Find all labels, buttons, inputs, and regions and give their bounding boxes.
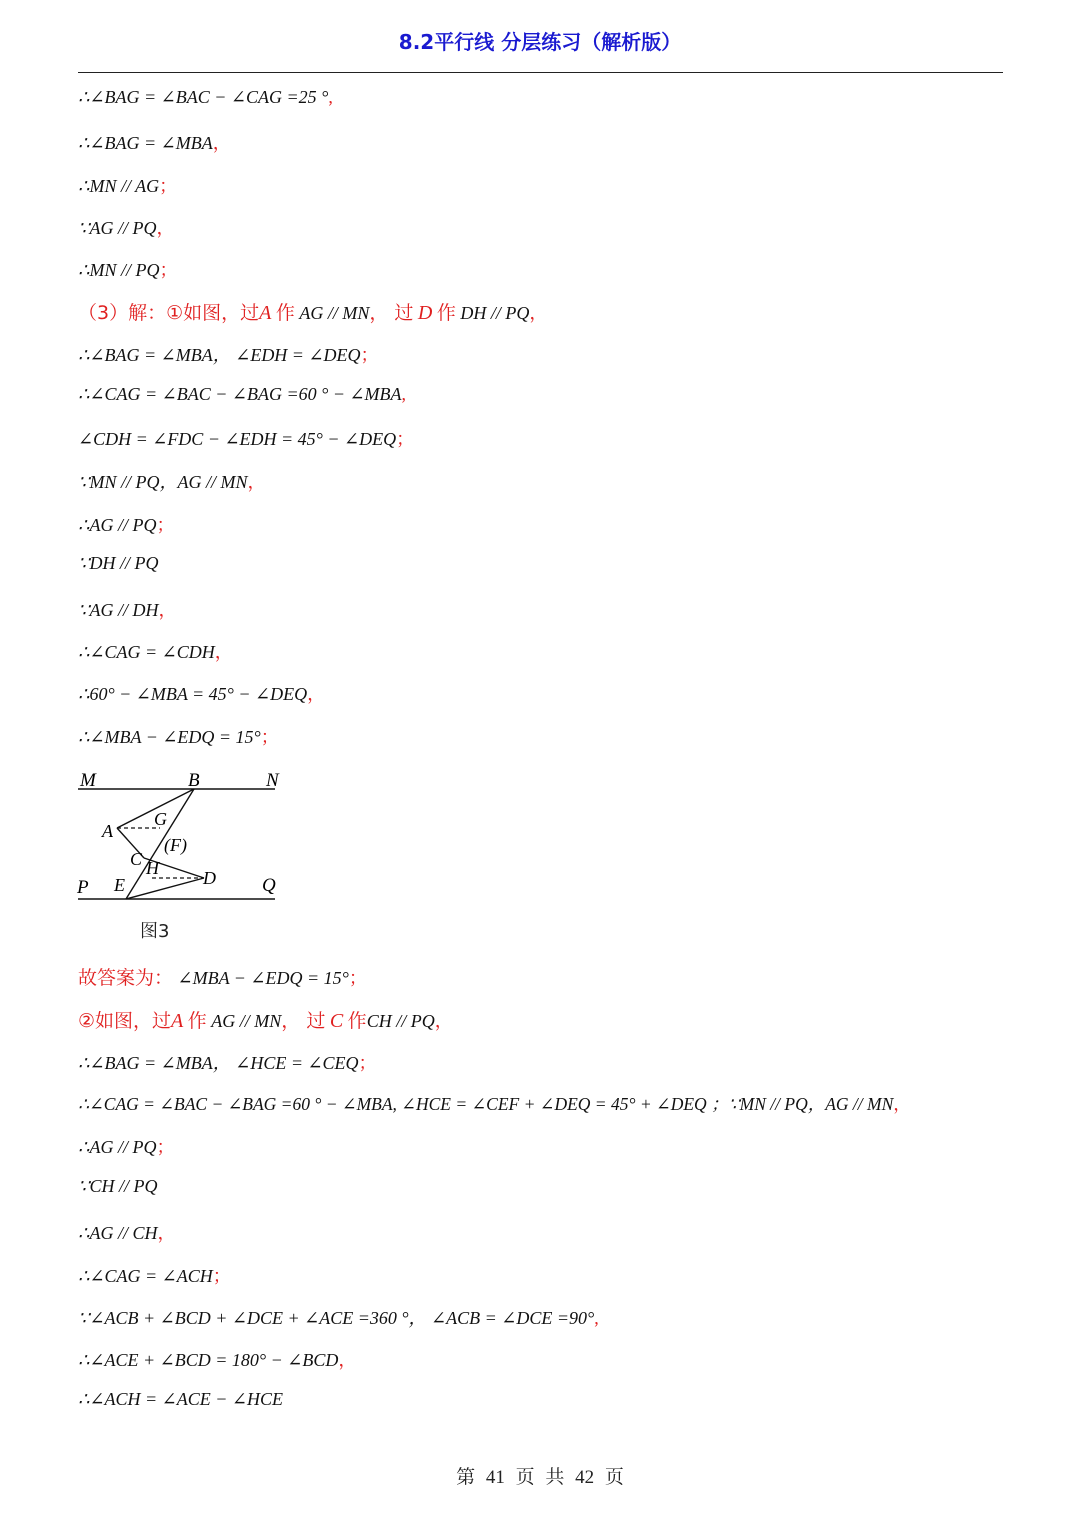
part3-point-d: D [417,302,433,324]
part2-expr2: CH // PQ [366,1011,435,1031]
proof-line [78,1219,175,1245]
proof-punct: , [594,1308,599,1328]
answer-expr: ∠MBA − ∠EDQ = 15° [177,968,349,988]
page-footer: 第 41 页 共 42 页 [456,1467,624,1488]
part3-mid1: 作 [275,302,295,324]
geometry-figure [70,760,300,950]
proof-math: ∴∠ACE + ∠BCD = 180° − ∠BCD [78,1350,339,1370]
part2-heading [78,1006,453,1033]
label-h: H [146,858,159,878]
proof-line [78,1049,377,1075]
proof-punct: ； [260,727,279,747]
label-f: (F) [164,835,187,855]
label-p: P [77,877,89,898]
proof-punct: ， [247,472,266,492]
proof-math: ∵MN // PQ，AG // MN [78,472,248,492]
part3-heading [78,298,547,325]
proof-line [78,1176,157,1197]
part3-mid2: ， 过 [369,302,414,324]
label-n: N [266,770,279,791]
proof-math: ∴∠CAG = ∠CDH [78,642,215,662]
proof-math: ∴∠MBA − ∠EDQ = 15° [78,727,261,747]
proof-math: ∴∠BAG = ∠MBA， ∠EDH = ∠DEQ [78,345,361,365]
proof-punct: ， [156,218,175,238]
proof-line [78,723,279,749]
answer-tail: ； [348,968,367,988]
figure-caption: 图3 [140,921,170,942]
proof-line [78,511,174,537]
proof-math: ∴∠ACH = ∠ACE − ∠HCE [78,1389,283,1409]
part2-point-a: A [171,1010,184,1032]
proof-line [78,1304,599,1330]
header-rule [78,72,1003,73]
part2-lead: ②如图，过 [78,1010,172,1032]
proof-punct: , [401,384,407,404]
proof-punct: ， [157,1223,176,1243]
proof-line [78,214,174,240]
label-q: Q [262,875,276,896]
proof-line [78,596,176,622]
proof-math: ∴∠CAG = ∠ACH [78,1266,213,1286]
proof-math: ∴AG // CH [78,1223,158,1243]
proof-line [78,129,231,155]
proof-line [78,341,379,367]
label-d: D [203,868,216,888]
part3-mid3: 作 [436,302,456,324]
page-header-title: 8.2平行线 分层练习（解析版） [398,30,682,54]
proof-line [78,553,158,574]
proof-line [78,1389,283,1410]
proof-math: ∴∠BAG = ∠MBA [78,133,213,153]
proof-line [78,1346,356,1372]
label-a: A [102,821,113,841]
part3-expr1: AG // MN [299,303,370,323]
part2-tail: ， [434,1011,453,1031]
proof-math: ∠CDH = ∠FDC − ∠EDH = 45° − ∠DEQ [78,429,397,449]
proof-punct: ； [360,345,379,365]
proof-punct: ； [358,1053,377,1073]
proof-line [78,1133,174,1159]
proof-math: ∴∠CAG = ∠BAC − ∠BAG =60 ° − ∠MBA [78,384,402,404]
proof-math: ∴AG // PQ [78,515,157,535]
proof-line [78,87,333,108]
proof-line [78,468,265,494]
proof-punct: ； [159,260,178,280]
answer-line [78,963,367,990]
part3-point-a: A [259,302,272,324]
proof-line [78,1091,911,1116]
proof-line [78,425,414,451]
label-b: B [188,770,200,791]
proof-line [78,256,177,282]
proof-punct: ； [159,176,178,196]
proof-line [78,172,177,198]
proof-punct: ， [212,133,231,153]
answer-label: 故答案为： [78,967,174,989]
proof-punct: ； [156,515,175,535]
part2-mid2: ， 过 [281,1010,326,1032]
proof-math: ∵DH // PQ [78,553,159,573]
proof-math: ∵AG // DH [78,600,159,620]
label-g: G [154,809,167,829]
label-e: E [114,875,125,895]
proof-line [78,680,325,706]
proof-line [78,1262,231,1288]
proof-punct: ； [156,1137,175,1157]
proof-line [78,384,406,405]
part3-lead: （3）解：①如图，过 [78,302,260,324]
part2-mid1: 作 [187,1010,207,1032]
proof-math: ∴∠BAG = ∠BAC − ∠CAG =25 ° [78,87,329,107]
proof-math: ∵∠ACB + ∠BCD + ∠DCE + ∠ACE =360 °， ∠ACB = ∠DCE =90° [78,1308,595,1328]
proof-math: ∵AG // PQ [78,218,157,238]
proof-punct: ， [338,1350,357,1370]
proof-math: ∴∠BAG = ∠MBA， ∠HCE = ∠CEQ [78,1053,359,1073]
proof-punct: ， [158,600,177,620]
proof-punct: ； [396,429,415,449]
proof-math: ∴60° − ∠MBA = 45° − ∠DEQ [78,684,308,704]
label-m: M [80,770,96,791]
proof-math: ∴MN // PQ [78,260,160,280]
part2-point-c: C [329,1010,344,1032]
proof-math: ∴∠CAG = ∠BAC − ∠BAG =60 ° − ∠MBA, ∠HCE = ∠CEF + ∠DEQ = 45° + ∠DEQ ；∵MN // PQ，AG // MN [78,1094,894,1114]
part3-expr2: DH // PQ [460,303,530,323]
label-c: C [130,849,143,869]
part2-mid3: 作 [347,1010,367,1032]
proof-math: ∴AG // PQ [78,1137,157,1157]
proof-math: ∵CH // PQ [78,1176,158,1196]
proof-punct: ， [893,1094,911,1114]
proof-punct: ， [307,684,326,704]
proof-punct: ， [214,642,233,662]
part2-expr1: AG // MN [211,1011,282,1031]
proof-punct: , [328,87,333,107]
part3-tail: ， [529,303,548,323]
proof-line [78,638,233,664]
proof-math: ∴MN // AG [78,176,160,196]
proof-punct: ； [212,1266,231,1286]
